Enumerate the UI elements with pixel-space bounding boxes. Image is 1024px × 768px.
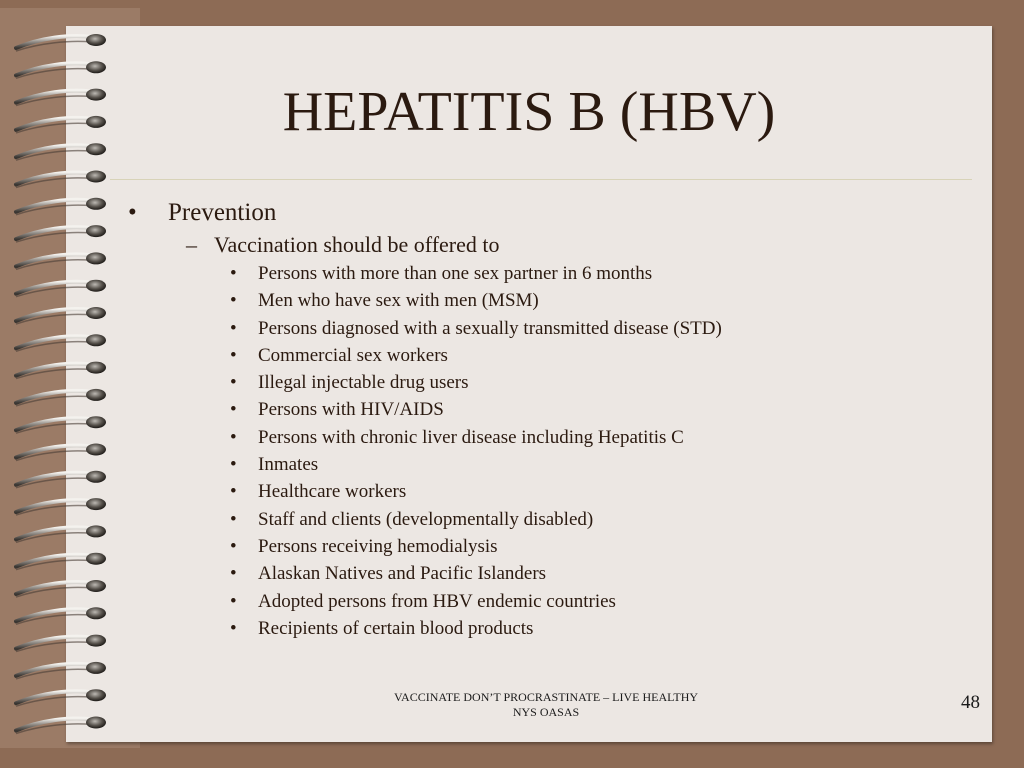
bullet-marker: • xyxy=(230,481,237,503)
list-item-text: Adopted persons from HBV endemic countries xyxy=(258,590,616,612)
bullet-marker: • xyxy=(230,344,237,366)
list-item xyxy=(230,535,970,562)
list-item xyxy=(230,317,970,344)
page-number: 48 xyxy=(961,692,980,713)
list-item xyxy=(230,371,970,398)
bullet-marker: • xyxy=(230,454,237,476)
bullet-text: Prevention xyxy=(168,199,277,226)
bullet-marker: • xyxy=(230,263,237,284)
list-item-text: Persons with chronic liver disease including Hepatitis C xyxy=(258,426,684,448)
footer-line: NYS OASAS xyxy=(512,705,580,719)
list-item-text: Commercial sex workers xyxy=(258,344,448,366)
list-item-text: Recipients of certain blood products xyxy=(258,617,534,639)
bullet-marker: • xyxy=(230,317,237,339)
list-item-text: Persons with HIV/AIDS xyxy=(258,399,444,421)
list-item-text: Staff and clients (developmentally disabled) xyxy=(258,508,594,530)
bullet-marker: • xyxy=(230,508,237,530)
list-item xyxy=(230,590,970,617)
bullet-marker: • xyxy=(230,290,237,312)
footer-line: VACCINATE DON’T PROCRASTINATE – LIVE HEALTHY xyxy=(393,690,699,704)
list-item xyxy=(230,262,970,289)
list-item xyxy=(230,617,970,644)
list-item xyxy=(230,426,970,453)
slide-title: HEPATITIS B (HBV) xyxy=(282,81,776,143)
bullet-text: Vaccination should be offered to xyxy=(214,232,500,257)
list-item xyxy=(230,289,970,316)
bullet-marker: • xyxy=(230,535,237,557)
list-item xyxy=(230,398,970,425)
footer xyxy=(346,690,746,720)
dash-marker: – xyxy=(186,232,197,257)
bullet-marker: • xyxy=(230,426,237,448)
list-item xyxy=(230,453,970,480)
list-item-text: Inmates xyxy=(258,454,319,476)
list-item-text: Healthcare workers xyxy=(258,481,407,503)
bullet-marker: • xyxy=(230,590,237,612)
list-item-text: Persons with more than one sex partner in 6 months xyxy=(258,263,653,284)
list-item-text: Illegal injectable drug users xyxy=(258,372,469,394)
list-item-text: Alaskan Natives and Pacific Islanders xyxy=(258,563,547,585)
bullet-marker: • xyxy=(230,563,237,585)
list-item xyxy=(230,562,970,589)
bullet-marker: • xyxy=(230,399,237,421)
list-item xyxy=(230,344,970,371)
list-item xyxy=(230,480,970,507)
bullet-marker: • xyxy=(128,199,137,226)
list-item-text: Persons receiving hemodialysis xyxy=(258,535,498,557)
list-item-text: Persons diagnosed with a sexually transmitted disease (STD) xyxy=(258,317,722,339)
list-item xyxy=(230,508,970,535)
bullet-list-level3 xyxy=(230,262,970,644)
bullet-marker: • xyxy=(230,372,237,394)
bullet-marker: • xyxy=(230,617,237,639)
list-item-text: Men who have sex with men (MSM) xyxy=(258,290,539,312)
